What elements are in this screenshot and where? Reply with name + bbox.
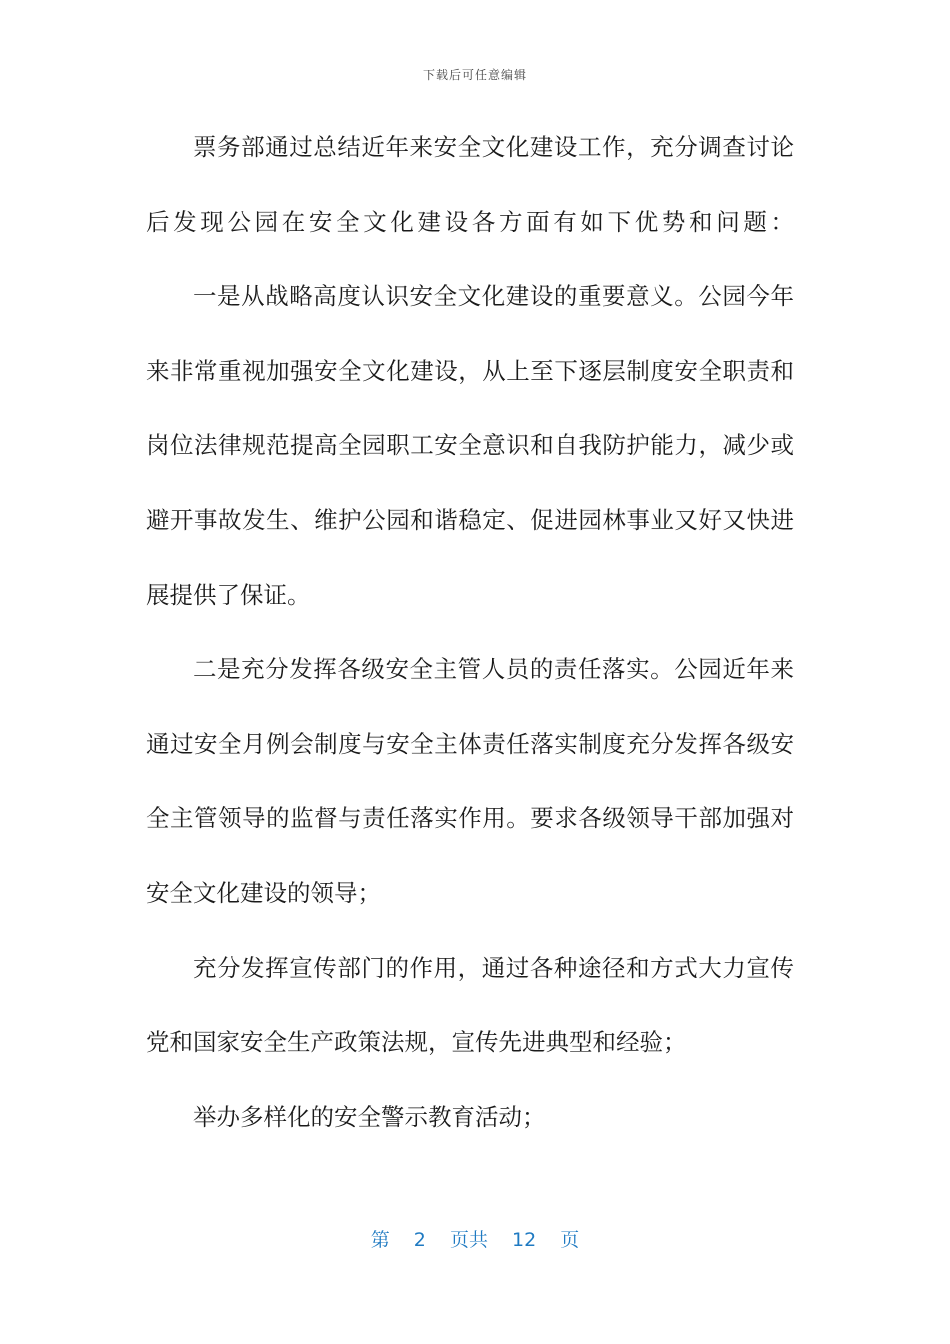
text-line: 全主管领导的监督与责任落实作用。要求各级领导干部加强对 [146, 804, 794, 833]
footer-middle: 页共 [449, 1229, 488, 1251]
text-line: 一是从战略高度认识安全文化建设的重要意义。公园今年 [193, 282, 794, 311]
text-line: 来非常重视加强安全文化建设，从上至下逐层制度安全职责和 [146, 356, 794, 385]
text-line: 二是充分发挥各级安全主管人员的责任落实。公园近年来 [193, 655, 794, 684]
text-line: 党和国家安全生产政策法规，宣传先进典型和经验； [146, 1028, 687, 1057]
body-text [146, 124, 794, 1168]
text-line: 岗位法律规范提高全园职工安全意识和自我防护能力，减少或 [146, 431, 794, 460]
text-line: 安全文化建设的领导； [146, 878, 381, 907]
footer-total-pages: 12 [512, 1229, 537, 1251]
text-line: 后发现公园在安全文化建设各方面有如下优势和问题： [146, 207, 794, 236]
page-footer [0, 1225, 950, 1252]
text-line: 通过安全月例会制度与安全主体责任落实制度充分发挥各级安 [146, 729, 794, 758]
footer-prefix: 第 [370, 1229, 390, 1251]
text-line: 避开事故发生、维护公园和谐稳定、促进园林事业又好又快进 [146, 505, 794, 534]
footer-suffix: 页 [560, 1229, 580, 1251]
text-line: 举办多样化的安全警示教育活动； [193, 1102, 546, 1131]
text-line: 充分发挥宣传部门的作用，通过各种途径和方式大力宣传 [193, 953, 794, 982]
header-note: 下载后可任意编辑 [422, 68, 527, 82]
text-line: 票务部通过总结近年来安全文化建设工作，充分调查讨论 [193, 133, 794, 161]
text-line: 展提供了保证。 [146, 580, 311, 609]
footer-page-number: 2 [413, 1229, 426, 1251]
